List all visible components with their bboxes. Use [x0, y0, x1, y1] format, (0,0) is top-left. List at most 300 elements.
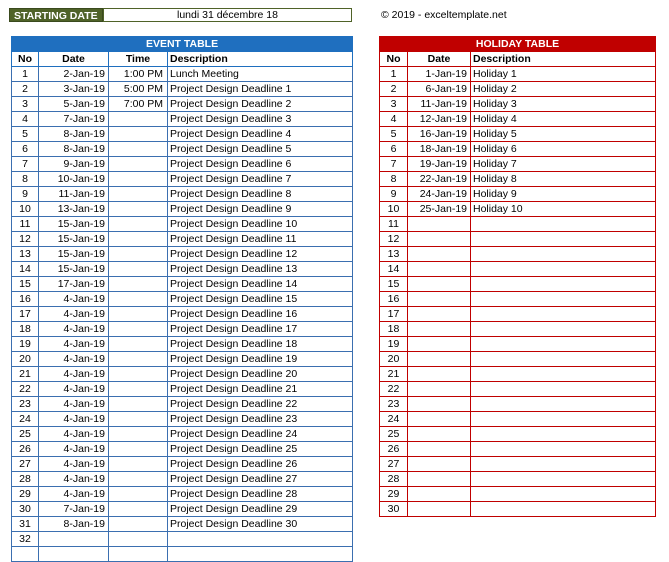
event-no-cell[interactable]: 2	[12, 82, 39, 97]
table-row	[380, 397, 656, 412]
holiday-no-cell[interactable]: 12	[380, 232, 408, 247]
holiday-date-cell[interactable]	[408, 277, 471, 292]
event-date-cell[interactable]: 4-Jan-19	[39, 382, 109, 397]
event-description-cell[interactable]: Project Design Deadline 30	[168, 517, 353, 532]
event-date-cell[interactable]: 4-Jan-19	[39, 412, 109, 427]
holiday-description-cell[interactable]	[471, 307, 656, 322]
table-row	[12, 502, 353, 517]
event-no-cell[interactable]: 14	[12, 262, 39, 277]
event-no-cell[interactable]: 30	[12, 502, 39, 517]
event-date-cell[interactable]: 4-Jan-19	[39, 352, 109, 367]
holiday-date-cell[interactable]	[408, 427, 471, 442]
holiday-date-cell[interactable]	[408, 442, 471, 457]
event-no-cell[interactable]: 21	[12, 367, 39, 382]
table-row	[380, 232, 656, 247]
event-no-cell[interactable]: 27	[12, 457, 39, 472]
event-description-cell[interactable]	[168, 532, 353, 547]
event-date-cell[interactable]: 7-Jan-19	[39, 502, 109, 517]
holiday-no-cell[interactable]: 16	[380, 292, 408, 307]
event-time-cell[interactable]: 1:00 PM	[109, 67, 168, 82]
event-description-cell[interactable]: Project Design Deadline 24	[168, 427, 353, 442]
event-date-cell[interactable]: 4-Jan-19	[39, 397, 109, 412]
event-date-cell[interactable]: 17-Jan-19	[39, 277, 109, 292]
event-description-cell[interactable]: Project Design Deadline 4	[168, 127, 353, 142]
event-no-cell[interactable]: 7	[12, 157, 39, 172]
holiday-no-cell[interactable]: 15	[380, 277, 408, 292]
event-description-cell[interactable]: Project Design Deadline 9	[168, 202, 353, 217]
event-time-cell[interactable]	[109, 292, 168, 307]
table-row	[12, 127, 353, 142]
event-table	[11, 36, 353, 562]
holiday-date-cell[interactable]	[408, 502, 471, 517]
table-row	[12, 397, 353, 412]
event-date-cell[interactable]: 13-Jan-19	[39, 202, 109, 217]
holiday-description-cell[interactable]	[471, 277, 656, 292]
copyright-notice: © 2019 - exceltemplate.net	[381, 9, 507, 21]
event-date-cell[interactable]: 4-Jan-19	[39, 487, 109, 502]
table-row	[380, 382, 656, 397]
table-row	[12, 337, 353, 352]
event-no-cell[interactable]: 13	[12, 247, 39, 262]
event-description-cell[interactable]: Project Design Deadline 26	[168, 457, 353, 472]
event-no-cell[interactable]: 18	[12, 322, 39, 337]
table-row	[380, 352, 656, 367]
event-description-cell[interactable]: Project Design Deadline 18	[168, 337, 353, 352]
table-row	[380, 322, 656, 337]
event-description-cell[interactable]: Project Design Deadline 10	[168, 217, 353, 232]
event-no-cell[interactable]: 12	[12, 232, 39, 247]
table-row	[12, 367, 353, 382]
event-description-cell[interactable]: Project Design Deadline 8	[168, 187, 353, 202]
event-date-cell[interactable]: 15-Jan-19	[39, 262, 109, 277]
holiday-date-cell[interactable]: 19-Jan-19	[408, 157, 471, 172]
event-no-cell[interactable]: 5	[12, 127, 39, 142]
holiday-description-cell[interactable]: Holiday 5	[471, 127, 656, 142]
holiday-description-cell[interactable]	[471, 337, 656, 352]
event-description-cell[interactable]: Project Design Deadline 19	[168, 352, 353, 367]
holiday-date-cell[interactable]	[408, 292, 471, 307]
holiday-date-cell[interactable]	[408, 232, 471, 247]
event-no-cell[interactable]: 19	[12, 337, 39, 352]
table-row	[380, 187, 656, 202]
holiday-no-cell[interactable]: 1	[380, 67, 408, 82]
table-row	[380, 172, 656, 187]
event-time-cell[interactable]	[109, 442, 168, 457]
holiday-description-cell[interactable]: Holiday 10	[471, 202, 656, 217]
holiday-no-cell[interactable]: 4	[380, 112, 408, 127]
event-time-cell[interactable]	[109, 397, 168, 412]
table-row	[12, 277, 353, 292]
holiday-no-cell[interactable]: 23	[380, 397, 408, 412]
event-no-cell[interactable]: 31	[12, 517, 39, 532]
table-row	[380, 487, 656, 502]
event-date-cell[interactable]: 4-Jan-19	[39, 472, 109, 487]
event-date-cell[interactable]	[39, 547, 109, 562]
holiday-date-cell[interactable]	[408, 487, 471, 502]
holiday-no-cell[interactable]: 25	[380, 427, 408, 442]
event-date-cell[interactable]: 4-Jan-19	[39, 337, 109, 352]
holiday-date-cell[interactable]	[408, 247, 471, 262]
holiday-no-cell[interactable]: 8	[380, 172, 408, 187]
event-time-cell[interactable]	[109, 457, 168, 472]
event-description-cell[interactable]: Project Design Deadline 3	[168, 112, 353, 127]
event-time-cell[interactable]	[109, 427, 168, 442]
event-description-cell[interactable]: Project Design Deadline 6	[168, 157, 353, 172]
event-time-cell[interactable]	[109, 352, 168, 367]
holiday-description-cell[interactable]	[471, 397, 656, 412]
event-time-cell[interactable]	[109, 307, 168, 322]
event-no-cell[interactable]: 28	[12, 472, 39, 487]
event-header-time: Time	[109, 52, 168, 67]
event-no-cell[interactable]: 3	[12, 97, 39, 112]
event-date-cell[interactable]: 4-Jan-19	[39, 307, 109, 322]
table-row	[380, 307, 656, 322]
event-description-cell[interactable]: Project Design Deadline 16	[168, 307, 353, 322]
holiday-description-cell[interactable]	[471, 292, 656, 307]
event-time-cell[interactable]	[109, 487, 168, 502]
event-time-cell[interactable]	[109, 532, 168, 547]
event-time-cell[interactable]	[109, 502, 168, 517]
holiday-date-cell[interactable]	[408, 352, 471, 367]
event-no-cell[interactable]: 16	[12, 292, 39, 307]
event-description-cell[interactable]: Project Design Deadline 17	[168, 322, 353, 337]
table-row	[12, 412, 353, 427]
table-row	[380, 337, 656, 352]
holiday-description-cell[interactable]: Holiday 6	[471, 142, 656, 157]
holiday-no-cell[interactable]: 27	[380, 457, 408, 472]
event-no-cell[interactable]: 6	[12, 142, 39, 157]
holiday-description-cell[interactable]	[471, 322, 656, 337]
holiday-description-cell[interactable]: Holiday 4	[471, 112, 656, 127]
event-description-cell[interactable]: Project Design Deadline 11	[168, 232, 353, 247]
event-time-cell[interactable]	[109, 187, 168, 202]
event-description-cell[interactable]: Project Design Deadline 15	[168, 292, 353, 307]
holiday-description-cell[interactable]: Holiday 8	[471, 172, 656, 187]
holiday-table-header-row	[380, 52, 656, 67]
event-date-cell[interactable]: 8-Jan-19	[39, 517, 109, 532]
event-date-cell[interactable]: 4-Jan-19	[39, 292, 109, 307]
table-row	[12, 322, 353, 337]
event-time-cell[interactable]	[109, 112, 168, 127]
holiday-table	[379, 36, 656, 517]
event-no-cell[interactable]: 17	[12, 307, 39, 322]
table-row	[380, 127, 656, 142]
holiday-description-cell[interactable]	[471, 502, 656, 517]
table-row	[12, 82, 353, 97]
table-row	[380, 217, 656, 232]
event-description-cell[interactable]: Project Design Deadline 28	[168, 487, 353, 502]
holiday-no-cell[interactable]: 6	[380, 142, 408, 157]
event-description-cell[interactable]: Project Design Deadline 14	[168, 277, 353, 292]
table-row	[12, 232, 353, 247]
table-row	[380, 82, 656, 97]
holiday-date-cell[interactable]	[408, 412, 471, 427]
event-date-cell[interactable]: 4-Jan-19	[39, 322, 109, 337]
table-row	[380, 502, 656, 517]
holiday-description-cell[interactable]	[471, 217, 656, 232]
event-time-cell[interactable]	[109, 157, 168, 172]
event-no-cell[interactable]: 23	[12, 397, 39, 412]
event-date-cell[interactable]: 15-Jan-19	[39, 217, 109, 232]
table-row	[380, 157, 656, 172]
holiday-description-cell[interactable]: Holiday 7	[471, 157, 656, 172]
holiday-no-cell[interactable]: 30	[380, 502, 408, 517]
event-time-cell[interactable]: 5:00 PM	[109, 82, 168, 97]
holiday-description-cell[interactable]: Holiday 1	[471, 67, 656, 82]
event-description-cell[interactable]: Project Design Deadline 21	[168, 382, 353, 397]
holiday-no-cell[interactable]: 24	[380, 412, 408, 427]
table-row	[12, 457, 353, 472]
event-time-cell[interactable]	[109, 382, 168, 397]
table-row	[12, 382, 353, 397]
event-time-cell[interactable]	[109, 277, 168, 292]
holiday-date-cell[interactable]	[408, 262, 471, 277]
event-no-cell[interactable]: 20	[12, 352, 39, 367]
holiday-description-cell[interactable]	[471, 262, 656, 277]
holiday-date-cell[interactable]	[408, 472, 471, 487]
holiday-date-cell[interactable]: 11-Jan-19	[408, 97, 471, 112]
holiday-description-cell[interactable]	[471, 382, 656, 397]
event-time-cell[interactable]	[109, 337, 168, 352]
event-table-title: EVENT TABLE	[12, 37, 353, 52]
holiday-no-cell[interactable]: 10	[380, 202, 408, 217]
table-row	[12, 142, 353, 157]
event-time-cell[interactable]	[109, 217, 168, 232]
holiday-date-cell[interactable]	[408, 217, 471, 232]
event-description-cell[interactable]: Project Design Deadline 23	[168, 412, 353, 427]
event-no-cell[interactable]: 15	[12, 277, 39, 292]
event-time-cell[interactable]	[109, 367, 168, 382]
event-time-cell[interactable]	[109, 142, 168, 157]
event-date-cell[interactable]: 4-Jan-19	[39, 457, 109, 472]
event-time-cell[interactable]	[109, 172, 168, 187]
event-time-cell[interactable]	[109, 517, 168, 532]
event-time-cell[interactable]	[109, 247, 168, 262]
holiday-no-cell[interactable]: 11	[380, 217, 408, 232]
table-row	[380, 292, 656, 307]
event-description-cell[interactable]: Project Design Deadline 1	[168, 82, 353, 97]
event-no-cell[interactable]	[12, 547, 39, 562]
table-row	[12, 532, 353, 547]
table-row	[12, 97, 353, 112]
event-date-cell[interactable]: 8-Jan-19	[39, 142, 109, 157]
holiday-date-cell[interactable]: 1-Jan-19	[408, 67, 471, 82]
table-row	[12, 112, 353, 127]
table-row	[12, 67, 353, 82]
holiday-date-cell[interactable]	[408, 322, 471, 337]
holiday-date-cell[interactable]: 25-Jan-19	[408, 202, 471, 217]
table-row	[380, 202, 656, 217]
holiday-description-cell[interactable]	[471, 232, 656, 247]
holiday-date-cell[interactable]: 22-Jan-19	[408, 172, 471, 187]
event-no-cell[interactable]: 24	[12, 412, 39, 427]
table-row	[12, 247, 353, 262]
event-date-cell[interactable]: 15-Jan-19	[39, 247, 109, 262]
event-description-cell[interactable]: Lunch Meeting	[168, 67, 353, 82]
holiday-no-cell[interactable]: 14	[380, 262, 408, 277]
event-date-cell[interactable]: 5-Jan-19	[39, 97, 109, 112]
event-no-cell[interactable]: 4	[12, 112, 39, 127]
holiday-date-cell[interactable]: 6-Jan-19	[408, 82, 471, 97]
holiday-no-cell[interactable]: 22	[380, 382, 408, 397]
table-row	[380, 262, 656, 277]
table-row	[12, 187, 353, 202]
event-description-cell[interactable]: Project Design Deadline 2	[168, 97, 353, 112]
holiday-no-cell[interactable]: 5	[380, 127, 408, 142]
holiday-description-cell[interactable]: Holiday 9	[471, 187, 656, 202]
event-date-cell[interactable]: 10-Jan-19	[39, 172, 109, 187]
holiday-no-cell[interactable]: 18	[380, 322, 408, 337]
holiday-no-cell[interactable]: 3	[380, 97, 408, 112]
event-description-cell[interactable]: Project Design Deadline 13	[168, 262, 353, 277]
holiday-description-cell[interactable]	[471, 367, 656, 382]
table-row	[380, 112, 656, 127]
table-row	[12, 352, 353, 367]
event-table-header-row	[12, 52, 353, 67]
event-date-cell[interactable]	[39, 532, 109, 547]
holiday-header-no: No	[380, 52, 408, 67]
holiday-date-cell[interactable]	[408, 337, 471, 352]
holiday-description-cell[interactable]	[471, 412, 656, 427]
table-row	[12, 172, 353, 187]
holiday-date-cell[interactable]: 12-Jan-19	[408, 112, 471, 127]
event-description-cell[interactable]	[168, 547, 353, 562]
holiday-description-cell[interactable]: Holiday 3	[471, 97, 656, 112]
table-row	[380, 277, 656, 292]
holiday-no-cell[interactable]: 9	[380, 187, 408, 202]
holiday-description-cell[interactable]	[471, 442, 656, 457]
holiday-description-cell[interactable]	[471, 247, 656, 262]
event-time-cell[interactable]	[109, 202, 168, 217]
table-row	[12, 517, 353, 532]
table-row	[12, 472, 353, 487]
event-date-cell[interactable]: 11-Jan-19	[39, 187, 109, 202]
event-time-cell[interactable]	[109, 262, 168, 277]
table-row	[380, 412, 656, 427]
event-date-cell[interactable]: 4-Jan-19	[39, 442, 109, 457]
event-time-cell[interactable]	[109, 412, 168, 427]
event-no-cell[interactable]: 9	[12, 187, 39, 202]
table-row	[12, 262, 353, 277]
table-row	[12, 442, 353, 457]
holiday-no-cell[interactable]: 17	[380, 307, 408, 322]
table-row	[380, 97, 656, 112]
event-time-cell[interactable]	[109, 472, 168, 487]
holiday-date-cell[interactable]	[408, 307, 471, 322]
event-date-cell[interactable]: 15-Jan-19	[39, 232, 109, 247]
holiday-description-cell[interactable]	[471, 352, 656, 367]
event-description-cell[interactable]: Project Design Deadline 20	[168, 367, 353, 382]
holiday-date-cell[interactable]	[408, 382, 471, 397]
table-row	[12, 202, 353, 217]
table-row	[12, 427, 353, 442]
starting-date-input[interactable]: lundi 31 décembre 18	[103, 8, 352, 22]
event-time-cell[interactable]	[109, 322, 168, 337]
event-header-no: No	[12, 52, 39, 67]
holiday-date-cell[interactable]: 18-Jan-19	[408, 142, 471, 157]
event-description-cell[interactable]: Project Design Deadline 25	[168, 442, 353, 457]
event-no-cell[interactable]: 11	[12, 217, 39, 232]
holiday-no-cell[interactable]: 19	[380, 337, 408, 352]
holiday-no-cell[interactable]: 21	[380, 367, 408, 382]
event-date-cell[interactable]: 3-Jan-19	[39, 82, 109, 97]
holiday-description-cell[interactable]	[471, 487, 656, 502]
event-no-cell[interactable]: 26	[12, 442, 39, 457]
event-header-description: Description	[168, 52, 353, 67]
event-date-cell[interactable]: 8-Jan-19	[39, 127, 109, 142]
table-row	[380, 67, 656, 82]
event-no-cell[interactable]: 1	[12, 67, 39, 82]
event-time-cell[interactable]	[109, 127, 168, 142]
holiday-no-cell[interactable]: 28	[380, 472, 408, 487]
event-description-cell[interactable]: Project Design Deadline 27	[168, 472, 353, 487]
event-description-cell[interactable]: Project Design Deadline 22	[168, 397, 353, 412]
holiday-table-title: HOLIDAY TABLE	[380, 37, 656, 52]
holiday-description-cell[interactable]	[471, 472, 656, 487]
event-date-cell[interactable]: 9-Jan-19	[39, 157, 109, 172]
holiday-date-cell[interactable]	[408, 397, 471, 412]
table-row	[12, 307, 353, 322]
event-no-cell[interactable]: 22	[12, 382, 39, 397]
event-no-cell[interactable]: 25	[12, 427, 39, 442]
holiday-no-cell[interactable]: 13	[380, 247, 408, 262]
event-date-cell[interactable]: 2-Jan-19	[39, 67, 109, 82]
holiday-date-cell[interactable]: 24-Jan-19	[408, 187, 471, 202]
holiday-no-cell[interactable]: 20	[380, 352, 408, 367]
event-no-cell[interactable]: 29	[12, 487, 39, 502]
holiday-description-cell[interactable]: Holiday 2	[471, 82, 656, 97]
table-row	[12, 487, 353, 502]
event-description-cell[interactable]: Project Design Deadline 12	[168, 247, 353, 262]
event-time-cell[interactable]: 7:00 PM	[109, 97, 168, 112]
event-no-cell[interactable]: 10	[12, 202, 39, 217]
event-description-cell[interactable]: Project Design Deadline 7	[168, 172, 353, 187]
table-row	[12, 157, 353, 172]
table-row	[380, 427, 656, 442]
table-row	[12, 217, 353, 232]
holiday-description-cell[interactable]	[471, 427, 656, 442]
table-row	[380, 247, 656, 262]
holiday-date-cell[interactable]	[408, 457, 471, 472]
holiday-header-description: Description	[471, 52, 656, 67]
holiday-header-date: Date	[408, 52, 471, 67]
holiday-no-cell[interactable]: 26	[380, 442, 408, 457]
table-row	[380, 472, 656, 487]
holiday-no-cell[interactable]: 2	[380, 82, 408, 97]
table-row	[380, 442, 656, 457]
table-row	[380, 457, 656, 472]
holiday-date-cell[interactable]: 16-Jan-19	[408, 127, 471, 142]
event-no-cell[interactable]: 32	[12, 532, 39, 547]
starting-date-label: STARTING DATE	[9, 8, 103, 22]
holiday-date-cell[interactable]	[408, 367, 471, 382]
table-row	[12, 292, 353, 307]
event-time-cell[interactable]	[109, 547, 168, 562]
holiday-no-cell[interactable]: 29	[380, 487, 408, 502]
event-time-cell[interactable]	[109, 232, 168, 247]
holiday-no-cell[interactable]: 7	[380, 157, 408, 172]
table-row	[12, 547, 353, 562]
table-row	[380, 367, 656, 382]
event-no-cell[interactable]: 8	[12, 172, 39, 187]
holiday-description-cell[interactable]	[471, 457, 656, 472]
event-header-date: Date	[39, 52, 109, 67]
event-date-cell[interactable]: 4-Jan-19	[39, 367, 109, 382]
event-description-cell[interactable]: Project Design Deadline 29	[168, 502, 353, 517]
event-date-cell[interactable]: 7-Jan-19	[39, 112, 109, 127]
event-description-cell[interactable]: Project Design Deadline 5	[168, 142, 353, 157]
event-date-cell[interactable]: 4-Jan-19	[39, 427, 109, 442]
